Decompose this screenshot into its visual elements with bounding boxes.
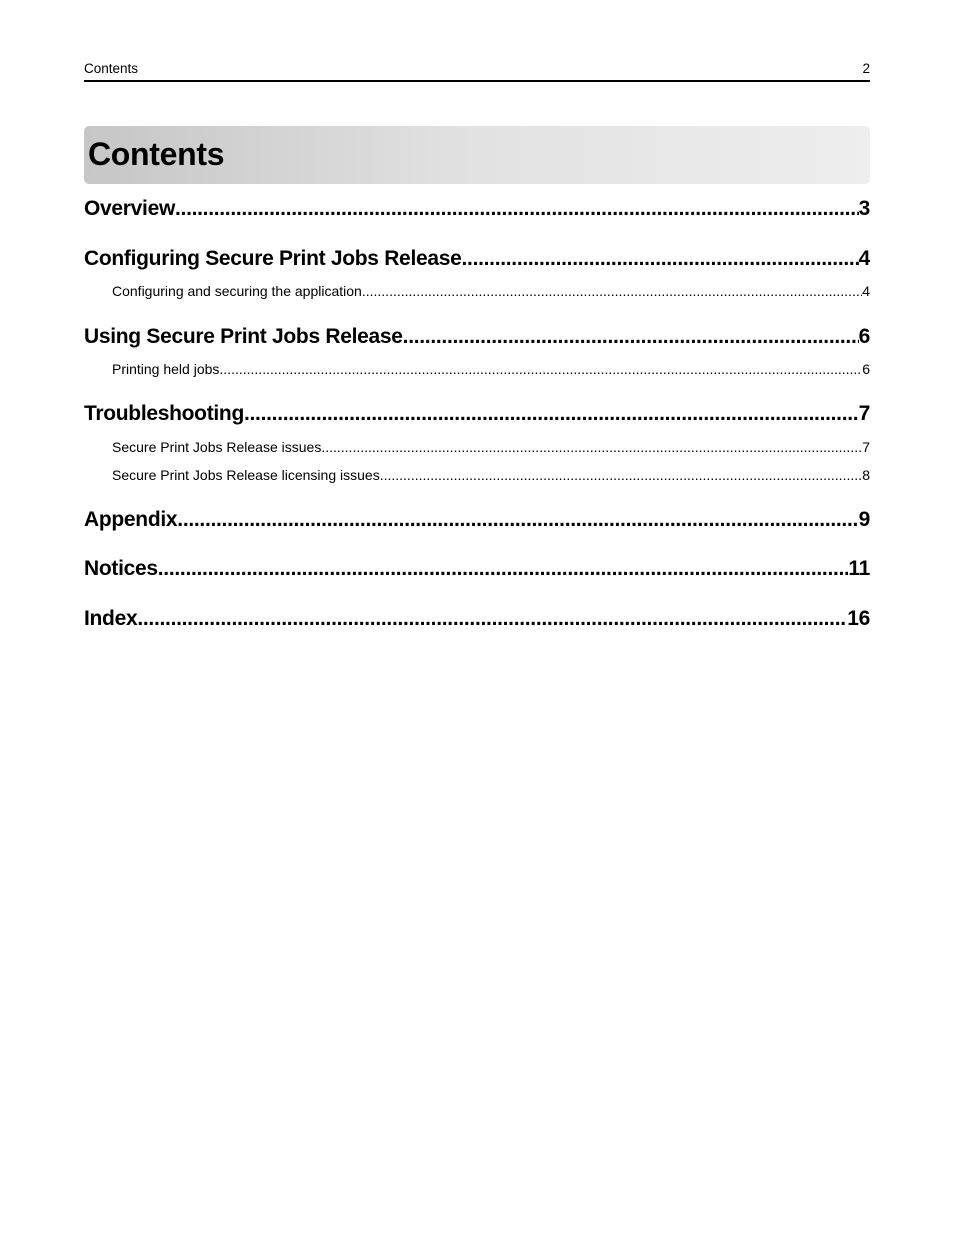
- toc-subentry-page: 6: [862, 361, 870, 377]
- toc-subentry-licensing[interactable]: [112, 466, 870, 484]
- toc-subentry-configuring-securing[interactable]: [112, 282, 870, 300]
- toc-entry-troubleshooting[interactable]: [84, 401, 870, 427]
- toc-subentry-label: Secure Print Jobs Release licensing issues: [112, 467, 380, 483]
- toc-dot-leader: [177, 507, 858, 533]
- toc-subentry-label: Configuring and securing the application: [112, 283, 362, 299]
- toc-subentry-page: 4: [862, 283, 870, 299]
- document-page: [84, 0, 870, 1235]
- toc-entry-page: 9: [858, 508, 870, 531]
- running-header-page-number: 2: [862, 61, 870, 76]
- toc-entry-label: Using Secure Print Jobs Release: [84, 325, 403, 348]
- running-header: [84, 60, 870, 82]
- toc-dot-leader: [175, 196, 859, 222]
- toc-subentry-label: Secure Print Jobs Release issues: [112, 439, 322, 455]
- toc-subentry-issues[interactable]: [112, 438, 870, 456]
- toc-entry-index[interactable]: [84, 606, 870, 632]
- toc-dot-leader: [321, 438, 862, 456]
- toc-entry-page: 11: [848, 557, 870, 580]
- toc-subentry-printing-held[interactable]: [112, 360, 870, 378]
- toc-dot-leader: [362, 282, 862, 300]
- toc-entry-label: Index: [84, 607, 138, 630]
- toc-entry-configuring[interactable]: [84, 246, 870, 272]
- toc-subentry-label: Printing held jobs: [112, 361, 220, 377]
- toc-dot-leader: [158, 556, 849, 582]
- toc-entry-label: Troubleshooting: [84, 402, 244, 425]
- toc-entry-label: Appendix: [84, 508, 178, 531]
- toc-dot-leader: [380, 466, 863, 484]
- toc-dot-leader: [244, 401, 859, 427]
- toc-entry-overview[interactable]: [84, 196, 870, 222]
- toc-dot-leader: [403, 324, 859, 350]
- toc-entry-notices[interactable]: [84, 556, 870, 582]
- page-title-band: [84, 126, 870, 184]
- toc-entry-page: 3: [858, 197, 870, 220]
- toc-entry-label: Notices: [84, 557, 158, 580]
- toc-subentry-page: 8: [862, 467, 870, 483]
- page-title: Contents: [88, 136, 225, 172]
- toc-entry-page: 4: [858, 247, 870, 270]
- toc-entry-using[interactable]: [84, 324, 870, 350]
- toc-entry-appendix[interactable]: [84, 507, 870, 533]
- running-header-section: Contents: [84, 61, 139, 76]
- toc-entry-page: 7: [858, 402, 870, 425]
- toc-dot-leader: [219, 360, 862, 378]
- toc-dot-leader: [137, 606, 847, 632]
- toc-entry-label: Configuring Secure Print Jobs Release: [84, 247, 462, 270]
- toc-entry-page: 6: [858, 325, 870, 348]
- toc-entry-label: Overview: [84, 197, 175, 220]
- toc-entry-page: 16: [847, 607, 870, 630]
- toc-dot-leader: [462, 246, 859, 272]
- toc-subentry-page: 7: [862, 439, 870, 455]
